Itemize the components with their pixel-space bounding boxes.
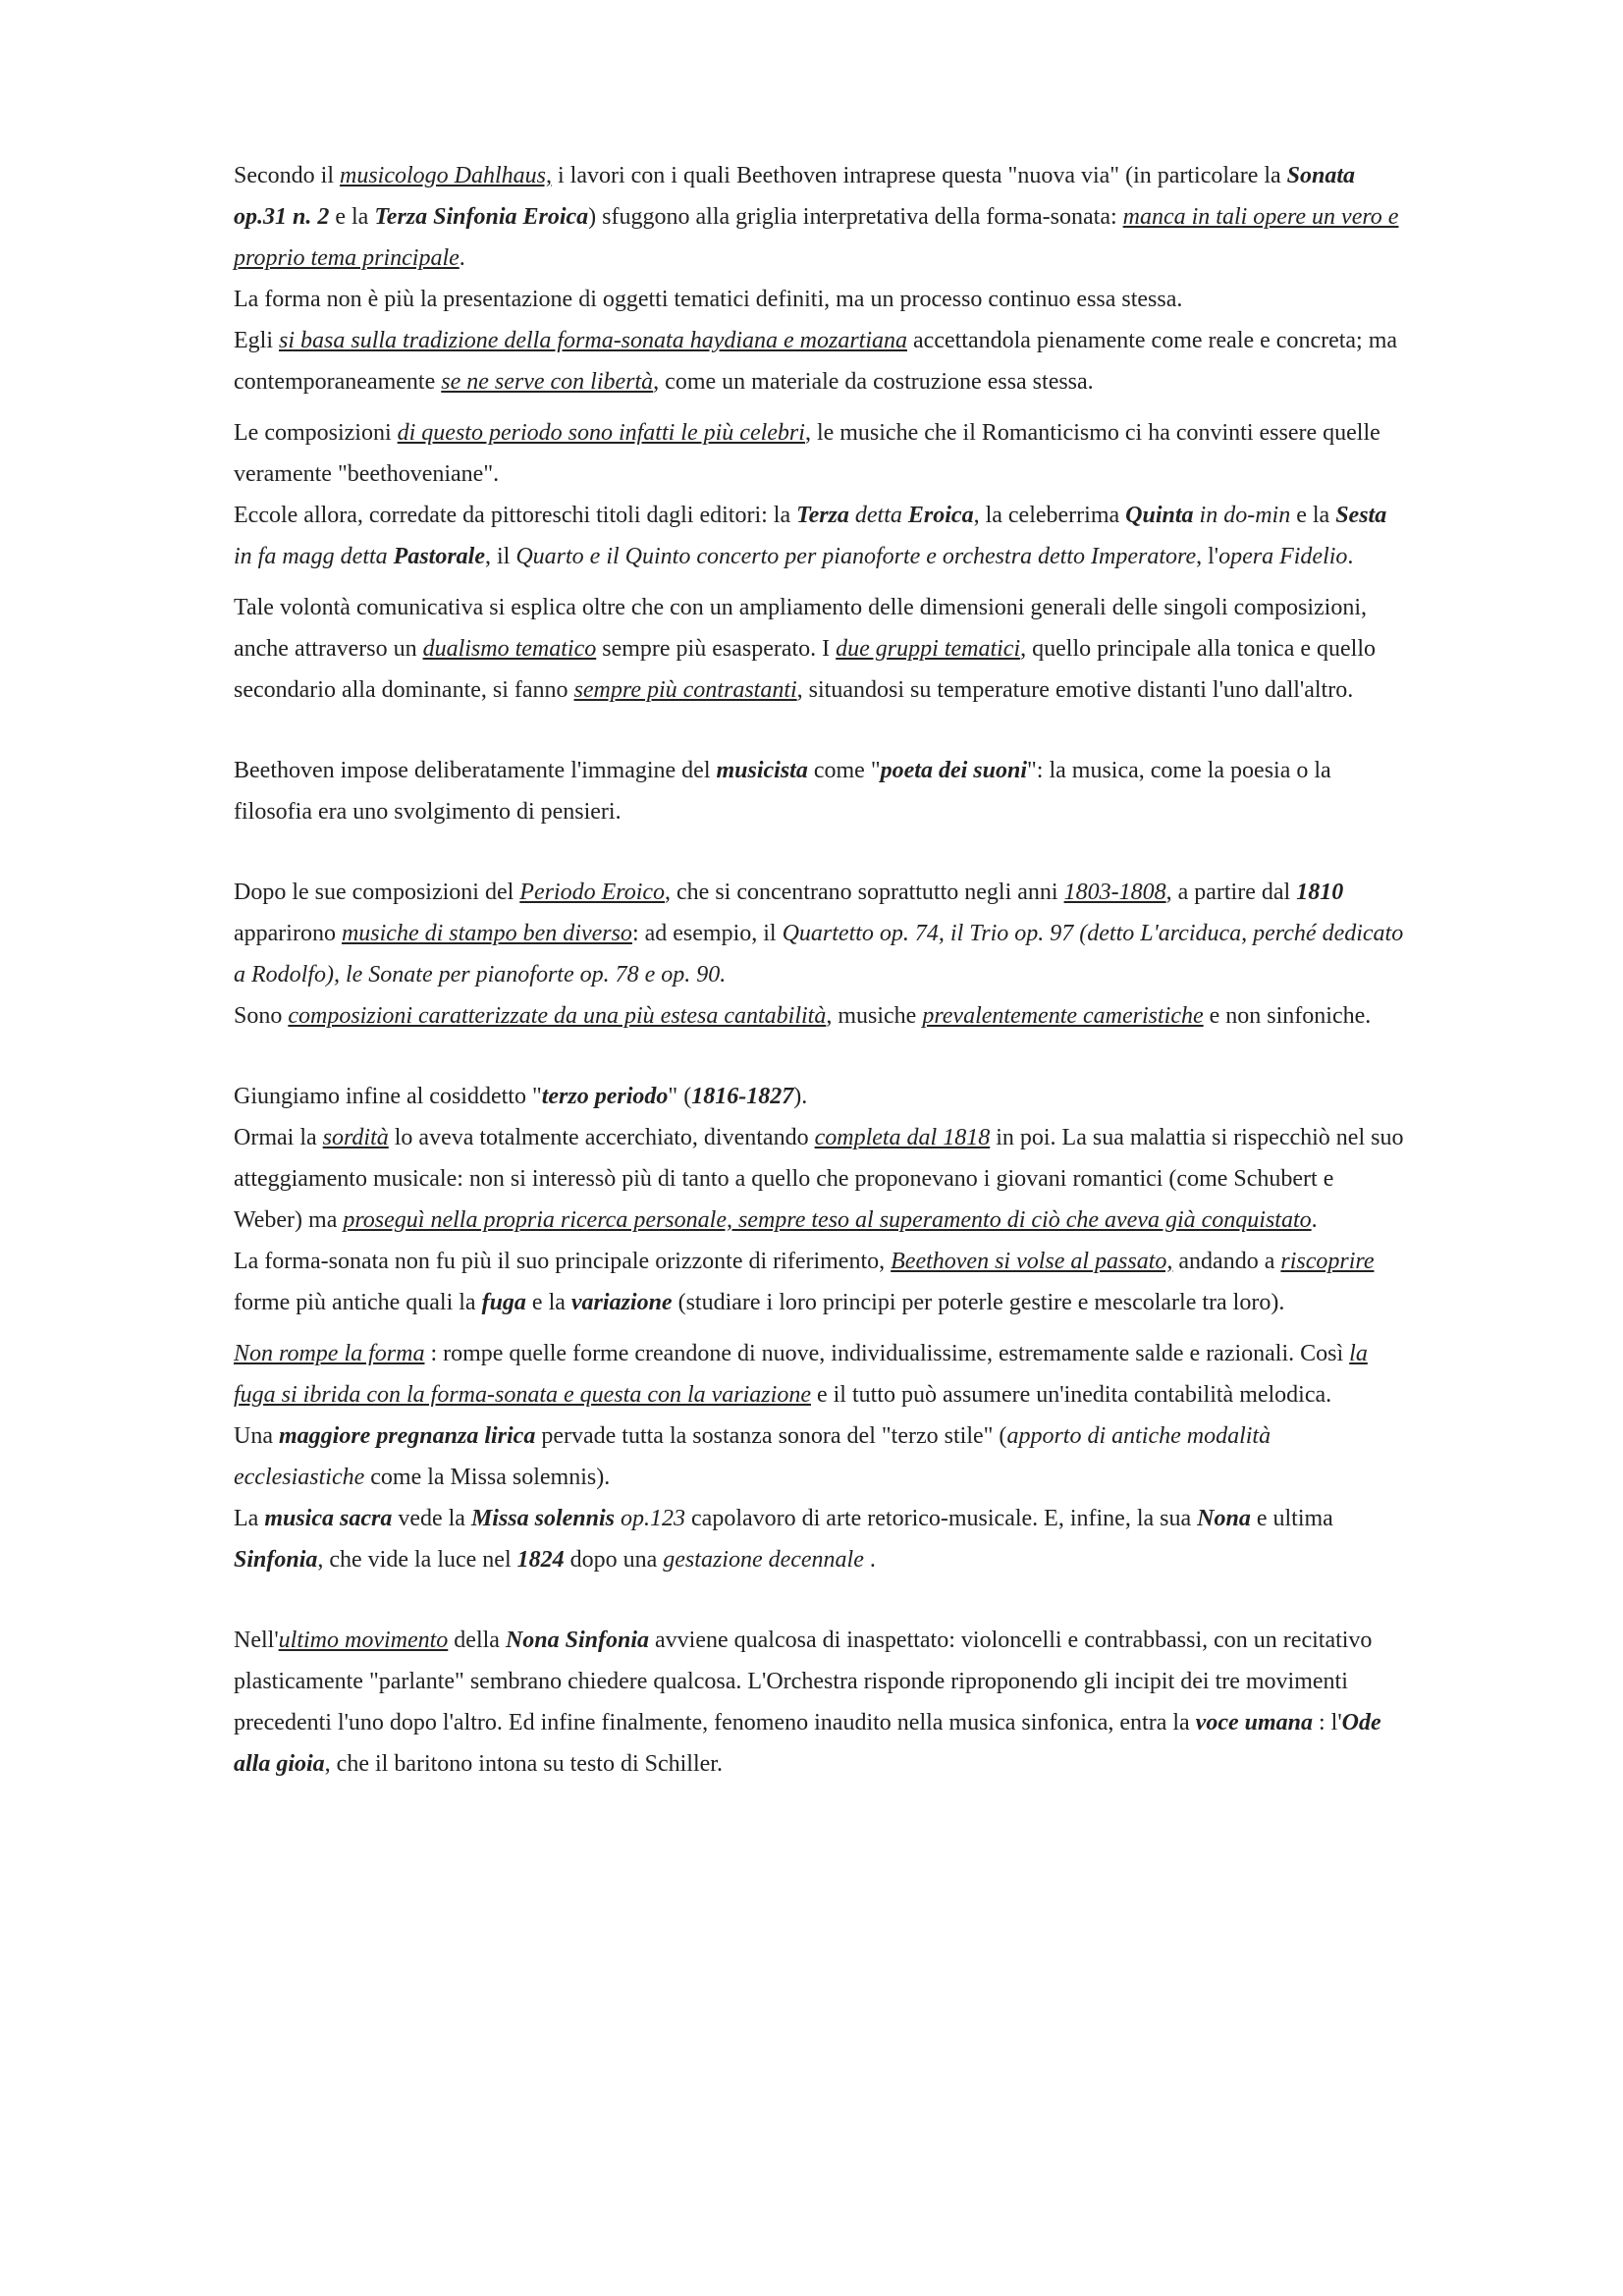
- text-run: Egli: [234, 328, 279, 353]
- text-run: Giungiamo infine al cosiddetto ": [234, 1084, 542, 1109]
- text-run: , che il baritono intona su testo di Schiller.: [324, 1751, 723, 1777]
- text-run: apparirono: [234, 921, 342, 946]
- text-run: capolavoro di arte retorico-musicale. E, infine, la sua: [685, 1506, 1198, 1531]
- underlined-phrase: prevalentemente cameristiche: [922, 1003, 1204, 1029]
- text-run: , quello principale alla tonica e quello secondario alla dominante, si fanno: [234, 636, 1376, 703]
- text-run: andando a: [1172, 1249, 1281, 1274]
- text-run: in poi. La sua malattia si rispecchiò nel suo atteggiamento musicale: non si interessò più di tanto a quello che proponevano i giovani romantici (come Schubert e Weber) ma: [234, 1125, 1404, 1233]
- text-run: La forma non è più la presentazione di oggetti tematici definiti, ma un processo continuo essa stessa.: [234, 287, 1183, 312]
- text-run: : l': [1313, 1710, 1342, 1735]
- underlined-phrase: Beethoven si volse al passato,: [891, 1249, 1173, 1274]
- emphasis-term: fuga: [481, 1290, 526, 1315]
- text-run: .: [1347, 544, 1354, 569]
- text-run: .: [459, 245, 465, 271]
- underlined-phrase: due gruppi tematici: [836, 636, 1021, 662]
- text-run: ": la musica, come la poesia o la filosofia era uno svolgimento di pensieri.: [234, 758, 1331, 825]
- text-run: e ultima: [1250, 1506, 1333, 1531]
- italic-phrase: in do-min: [1193, 503, 1291, 528]
- text-run: La: [234, 1506, 265, 1531]
- text-run: e la: [1290, 503, 1336, 528]
- text-run: Beethoven impose deliberatamente l'immagine del: [234, 758, 717, 783]
- text-run: , l': [1196, 544, 1219, 569]
- emphasis-term: variazione: [570, 1290, 673, 1315]
- text-run: ).: [793, 1084, 808, 1109]
- paragraph: [234, 1333, 1407, 1415]
- paragraph: [234, 1241, 1407, 1323]
- emphasis-term: Terza: [796, 503, 849, 528]
- emphasis-term: poeta dei suoni: [880, 758, 1027, 783]
- emphasis-term: Nona Sinfonia: [505, 1628, 649, 1653]
- emphasis-term: Quinta: [1125, 503, 1194, 528]
- underlined-phrase: ultimo movimento: [278, 1628, 449, 1653]
- text-run: Una: [234, 1423, 279, 1449]
- paragraph: [234, 750, 1407, 832]
- text-run: sempre più esasperato. I: [596, 636, 837, 662]
- underlined-phrase: completa dal 1818: [814, 1125, 991, 1150]
- paragraph: [234, 412, 1407, 495]
- text-run: Tale volontà comunicativa si esplica oltre che con un ampliamento delle dimensioni generali delle singoli composizioni, anche attraverso un: [234, 595, 1367, 662]
- italic-phrase: gestazione decennale: [663, 1547, 864, 1573]
- text-run: , che si concentrano soprattutto negli anni: [665, 880, 1064, 905]
- italic-phrase: detta: [848, 503, 908, 528]
- text-run: e la: [525, 1290, 571, 1315]
- text-run: , musiche: [826, 1003, 923, 1029]
- text-run: ) sfuggono alla griglia interpretativa della forma-sonata:: [588, 204, 1123, 230]
- text-run: vede la: [392, 1506, 471, 1531]
- emphasis-term: musicista: [716, 758, 808, 783]
- paragraph: [234, 279, 1407, 320]
- text-run: Ormai la: [234, 1125, 323, 1150]
- emphasis-term: 1824: [516, 1547, 565, 1573]
- text-run: pervade tutta la sostanza sonora del "terzo stile" (: [535, 1423, 1007, 1449]
- emphasis-term: voce umana: [1195, 1710, 1313, 1735]
- text-run: Sono: [234, 1003, 289, 1029]
- emphasis-term: musica sacra: [264, 1506, 393, 1531]
- italic-phrase: opera Fidelio: [1218, 544, 1348, 569]
- text-run: (studiare i loro principi per poterle gestire e mescolarle tra loro).: [672, 1290, 1285, 1315]
- document-page: [234, 155, 1407, 1785]
- underlined-phrase: musiche di stampo ben diverso: [341, 921, 632, 946]
- underlined-phrase: composizioni caratterizzate da una più estesa cantabilità: [288, 1003, 827, 1029]
- paragraph: [234, 1117, 1407, 1241]
- paragraph: [234, 155, 1407, 279]
- text-run: e il tutto può assumere un'inedita contabilità melodica.: [810, 1382, 1332, 1408]
- text-run: , le musiche che il Romanticismo ci ha convinti essere quelle veramente "beethoveniane".: [234, 420, 1380, 487]
- text-run: i lavori con i quali Beethoven intraprese questa "nuova via" (in particolare la: [552, 163, 1287, 188]
- underlined-phrase: sordità: [322, 1125, 389, 1150]
- emphasis-term: Ode alla gioia: [234, 1710, 1381, 1777]
- text-run: .: [863, 1547, 876, 1573]
- italic-phrase: in fa magg detta: [234, 544, 394, 569]
- text-run: Le composizioni: [234, 420, 398, 446]
- emphasis-term: Terza Sinfonia Eroica: [374, 204, 589, 230]
- text-run: Nell': [234, 1628, 279, 1653]
- paragraph: [234, 1415, 1407, 1498]
- paragraph: [234, 495, 1407, 577]
- text-run: accettandola pienamente come reale e concreta; ma contemporaneamente: [234, 328, 1398, 395]
- text-run: Eccole allora, corredate da pittoreschi titoli dagli editori: la: [234, 503, 797, 528]
- paragraph: [234, 1076, 1407, 1117]
- emphasis-term: maggiore pregnanza lirica: [278, 1423, 536, 1449]
- emphasis-term: Nona: [1197, 1506, 1251, 1531]
- emphasis-term: Missa solennis: [470, 1506, 616, 1531]
- underlined-phrase: 1803-1808: [1063, 880, 1166, 905]
- text-run: forme più antiche quali la: [234, 1290, 482, 1315]
- text-run: La forma-sonata non fu più il suo principale orizzonte di riferimento,: [234, 1249, 892, 1274]
- underlined-phrase: la fuga si ibrida con la forma-sonata e questa con la variazione: [234, 1341, 1368, 1408]
- text-run: , a partire dal: [1165, 880, 1297, 905]
- emphasis-term: Sonata op.31 n. 2: [234, 163, 1356, 230]
- text-run: , la celeberrima: [973, 503, 1126, 528]
- text-run: lo aveva totalmente accerchiato, diventando: [388, 1125, 815, 1150]
- underlined-phrase: di questo periodo sono infatti le più celebri: [397, 420, 805, 446]
- text-run: Dopo le sue composizioni del: [234, 880, 520, 905]
- underlined-phrase: Periodo Eroico: [519, 880, 666, 905]
- underlined-phrase: si basa sulla tradizione della forma-sonata haydiana e mozartiana: [279, 328, 908, 353]
- emphasis-term: terzo periodo: [541, 1084, 669, 1109]
- emphasis-term: Eroica: [907, 503, 974, 528]
- text-run: avviene qualcosa di inaspettato: violoncelli e contrabbassi, con un recitativo plasticamente "parlante" sembrano chiedere qualcosa. L'Orchestra risponde riproponendo gli incipit dei tre movimenti precedenti l'uno dopo l'altro. Ed infine finalmente, fenomeno inaudito nella musica sinfonica, entra la: [234, 1628, 1373, 1735]
- text-run: , come un materiale da costruzione essa stessa.: [653, 369, 1094, 395]
- emphasis-term: Sesta: [1335, 503, 1387, 528]
- text-run: come ": [807, 758, 881, 783]
- paragraph: [234, 995, 1407, 1037]
- text-run: , che vide la luce nel: [317, 1547, 517, 1573]
- emphasis-term: Pastorale: [393, 544, 485, 569]
- emphasis-term: 1810: [1296, 880, 1344, 905]
- italic-phrase: Quartetto op. 74, il Trio op. 97 (detto L'arciduca, perché dedicato a Rodolfo), le Sonate per pianoforte op. 78 e op. 90.: [234, 921, 1404, 988]
- text-run: e non sinfoniche.: [1203, 1003, 1372, 1029]
- paragraph: [234, 1620, 1407, 1785]
- underlined-phrase: sempre più contrastanti: [573, 677, 797, 703]
- underlined-phrase: proseguì nella propria ricerca personale, sempre teso al superamento di ciò che aveva già conquistato: [343, 1207, 1312, 1233]
- underlined-phrase: se ne serve con libertà: [441, 369, 654, 395]
- text-run: : rompe quelle forme creandone di nuove, individualissime, estremamente salde e razionali. Così: [424, 1341, 1350, 1366]
- emphasis-term: Sinfonia: [234, 1547, 318, 1573]
- text-run: dopo una: [564, 1547, 664, 1573]
- text-run: " (: [668, 1084, 692, 1109]
- text-run: : ad esempio, il: [631, 921, 783, 946]
- text-run: , il: [484, 544, 516, 569]
- underlined-phrase: Non rompe la forma: [234, 1341, 425, 1366]
- paragraph: [234, 1498, 1407, 1580]
- underlined-phrase: riscoprire: [1280, 1249, 1375, 1274]
- paragraph: [234, 872, 1407, 995]
- text-run: Secondo il: [234, 163, 340, 188]
- text-run: , situandosi su temperature emotive distanti l'uno dall'altro.: [796, 677, 1354, 703]
- underlined-phrase: musicologo Dahlhaus,: [340, 163, 552, 188]
- italic-phrase: Quarto e il Quinto concerto per pianoforte e orchestra detto Imperatore: [515, 544, 1197, 569]
- text-run: come la Missa solemnis).: [364, 1465, 611, 1490]
- paragraph: [234, 320, 1407, 402]
- underlined-phrase: manca in tali opere un vero e proprio tema principale: [234, 204, 1399, 271]
- emphasis-term: 1816-1827: [691, 1084, 794, 1109]
- italic-phrase: op.123: [615, 1506, 686, 1531]
- text-run: .: [1311, 1207, 1318, 1233]
- italic-phrase: apporto di antiche modalità ecclesiastiche: [234, 1423, 1271, 1490]
- text-run: della: [448, 1628, 506, 1653]
- underlined-phrase: dualismo tematico: [422, 636, 597, 662]
- text-run: e la: [329, 204, 375, 230]
- paragraph: [234, 587, 1407, 711]
